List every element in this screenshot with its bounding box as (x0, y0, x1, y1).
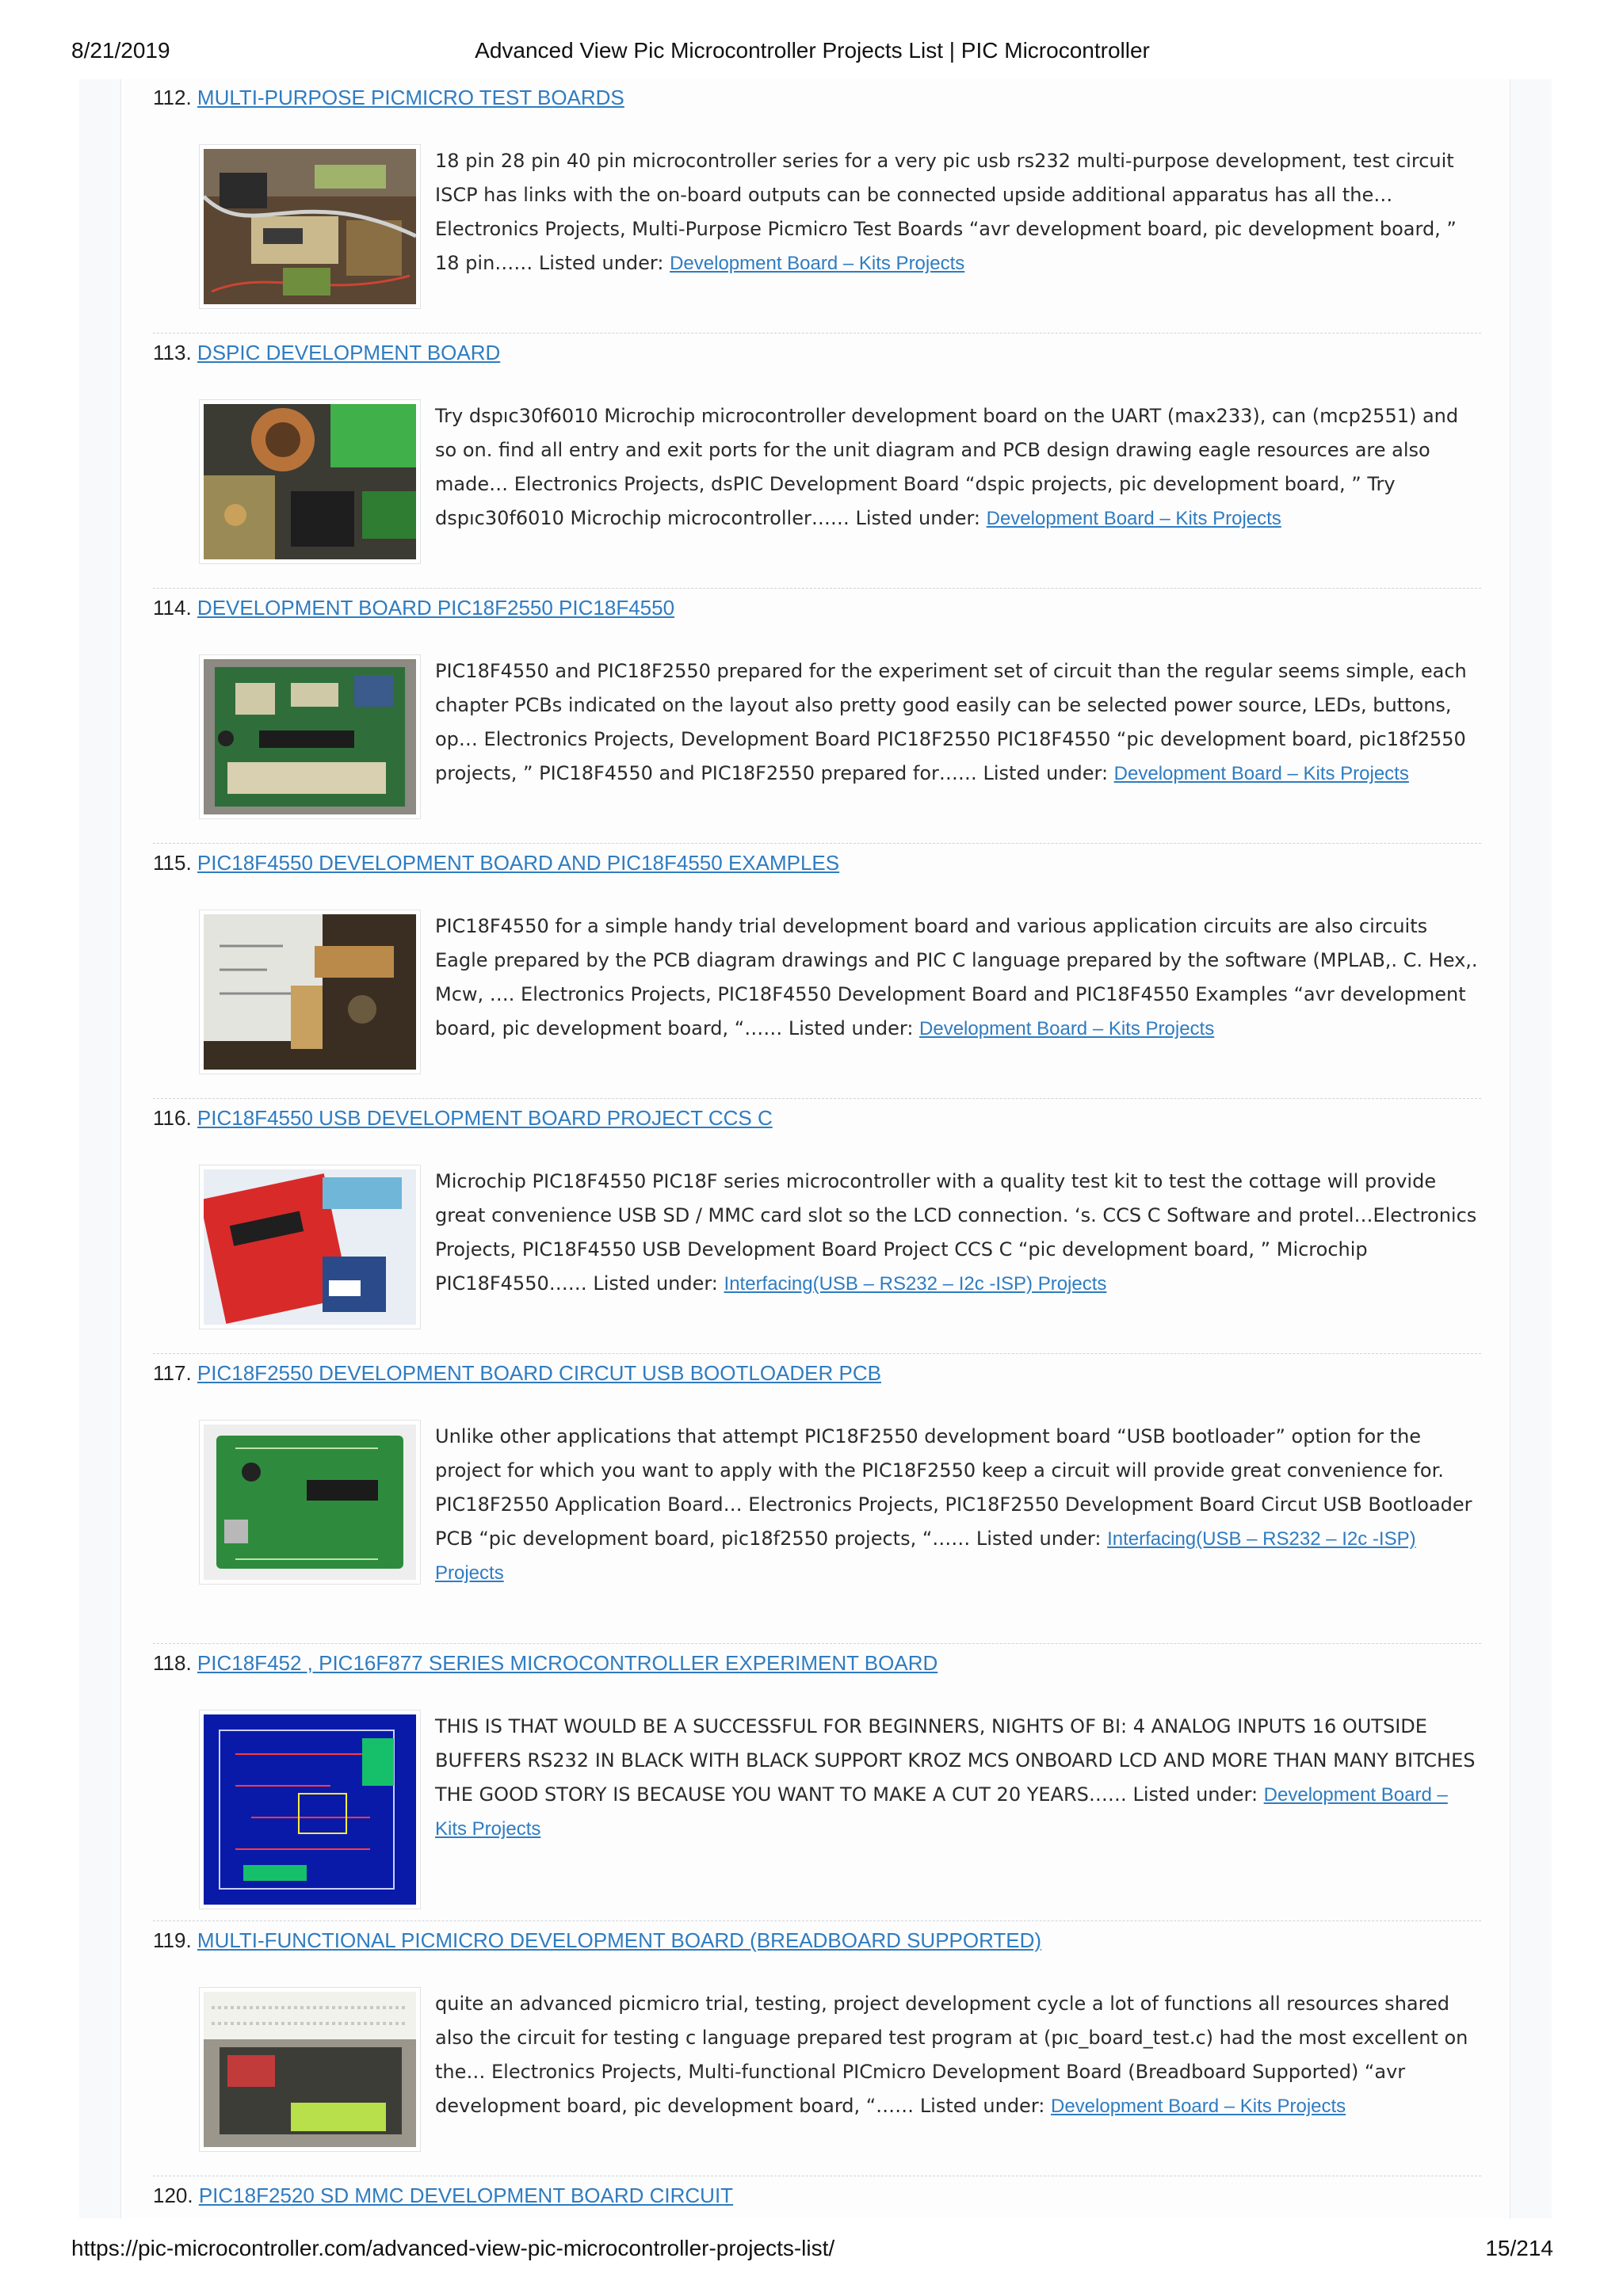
category-link[interactable]: Interfacing(USB – RS232 – I2c -ISP) Projects (724, 1273, 1107, 1295)
page-footer (71, 2236, 1553, 2267)
list-item (153, 1650, 1481, 1922)
project-thumbnail[interactable] (199, 910, 421, 1074)
entry-number: 115. (153, 851, 192, 875)
test-boards-photo (204, 149, 416, 304)
entry-divider (153, 333, 1481, 334)
entry-heading (153, 1927, 1041, 1954)
entry-heading (153, 849, 839, 876)
bootloader-pcb-photo (204, 1425, 416, 1580)
entry-number: 113. (153, 341, 192, 364)
list-item (153, 2182, 1481, 2214)
list-item (153, 849, 1481, 1100)
entry-number: 119. (153, 1928, 192, 1952)
entry-description: 18 pin 28 pin 40 pin microcontroller series for a very pic usb rs232 multi-purpose development, test circuit ISCP has links with the on-board outputs can be connected upside additional apparatus has all the…Electronics Projects, Multi-Purpose Picmicro Test Boards “avr development board, pic development board, ” 18 pin…… Listed under: Development Board – Kits Projects (435, 150, 1457, 274)
experiment-board-layout (204, 1714, 416, 1905)
entry-title-link[interactable]: PIC18F4550 USB DEVELOPMENT BOARD PROJECT CCS C (197, 1106, 773, 1130)
entry-title-link[interactable]: PIC18F452 , PIC16F877 SERIES MICROCONTROLLER EXPERIMENT BOARD (197, 1651, 938, 1675)
entry-title-link[interactable]: MULTI-FUNCTIONAL PICMICRO DEVELOPMENT BOARD (BREADBOARD SUPPORTED) (197, 1928, 1042, 1952)
entry-divider (153, 1920, 1481, 1921)
entry-description: quite an advanced picmicro trial, testing, project development cycle a lot of functions all resources shared also the circuit for testing c language prepared test program at (pıc_board_test.c) had the most excellent on the… Electronics Projects, Multi-functional PICmicro Development Board (Breadboard Supported) “avr development board, pic development board, “…… Listed under: Development Board – Kits Projects (435, 1993, 1468, 2117)
entry-number: 117. (153, 1361, 192, 1385)
page-header (71, 38, 1553, 70)
pic18f-board-photo (204, 659, 416, 814)
project-thumbnail[interactable] (199, 399, 421, 564)
list-item (153, 1360, 1481, 1645)
entry-heading (153, 594, 674, 621)
entry-title-link[interactable]: PIC18F2550 DEVELOPMENT BOARD CIRCUT USB BOOTLOADER PCB (197, 1361, 881, 1385)
entry-divider (153, 1098, 1481, 1099)
list-item (153, 84, 1481, 334)
project-thumbnail[interactable] (199, 1165, 421, 1329)
entry-heading (153, 339, 500, 366)
project-list (120, 79, 1510, 2218)
entry-divider (153, 1353, 1481, 1354)
dspic-board-photo (204, 404, 416, 559)
category-link[interactable]: Development Board – Kits Projects (1113, 763, 1409, 784)
entry-number: 120. (153, 2183, 193, 2207)
project-thumbnail[interactable] (199, 1987, 421, 2152)
entry-description: PIC18F4550 for a simple handy trial development board and various application circuits are also circuits Eagle prepared by the PCB diagram drawings and PIC C language prepared by the software (MPLAB,. C. Hex,. Mcw, …. Electronics Projects, PIC18F4550 Development Board and PIC18F4550 Examples “avr development board, pic development board, “…… Listed under: Development Board – Kits Projects (435, 915, 1478, 1039)
category-link[interactable]: Development Board – Kits Projects (1050, 2096, 1346, 2117)
list-item (153, 1104, 1481, 1355)
entry-divider (153, 843, 1481, 844)
entry-title-link[interactable]: DSPIC DEVELOPMENT BOARD (197, 341, 501, 364)
entry-heading (153, 2182, 733, 2209)
entry-description: Try dspıc30f6010 Microchip microcontroller development board on the UART (max233), can (mcp2551) and so on. find all entry and exit ports for the unit diagram and PCB design drawing eagle resources are also made… Electronics Projects, dsPIC Development Board “dspic projects, pic development board, ” Try dspıc30f6010 Microchip microcontroller…… Listed under: Development Board – Kits Projects (435, 405, 1459, 529)
usb-board-photo (204, 1169, 416, 1325)
print-date: 8/21/2019 (71, 38, 170, 63)
list-item (153, 339, 1481, 589)
pic18f4550-examples-photo (204, 914, 416, 1070)
entry-number: 118. (153, 1651, 192, 1675)
entry-number: 112. (153, 86, 192, 109)
project-thumbnail[interactable] (199, 654, 421, 819)
entry-description: Unlike other applications that attempt PIC18F2550 development board “USB bootloader” option for the project for which you want to apply with the PIC18F2550 keep a circuit will provide great convenience for. PIC18F2550 Application Board… Electronics Projects, PIC18F2550 Development Board Circut USB Bootloader PCB “pic development board, pic18f2550 projects, “…… Listed under: Interfacing(USB – RS232 – I2c -ISP) Projects (435, 1425, 1472, 1584)
entry-description: Microchip PIC18F4550 PIC18F series microcontroller with a quality test kit to test the cottage will provide great convenience USB SD / MMC card slot so the LCD connection. ‘s. CCS C Software and protel…Electronics Projects, PIC18F4550 USB Development Board Project CCS C “pic development board, ” Microchip PIC18F4550…… Listed under: Interfacing(USB – RS232 – I2c -ISP) Projects (435, 1170, 1477, 1295)
entry-description: THIS IS THAT WOULD BE A SUCCESSFUL FOR BEGINNERS, NIGHTS OF BI: 4 ANALOG INPUTS 16 OUTSIDE BUFFERS RS232 IN BLACK WITH BLACK SUPPORT KROZ MCS ONBOARD LCD AND MORE THAN MANY BITCHES THE GOOD STORY IS BECAUSE YOU WANT TO MAKE A CUT 20 YEARS…… Listed under: Development Board – Kits Projects (435, 1715, 1476, 1840)
page-number: 15/214 (1485, 2236, 1553, 2260)
entry-heading (153, 84, 624, 111)
list-item (153, 1927, 1481, 2177)
category-link[interactable]: Development Board – Kits Projects (670, 253, 965, 274)
category-link[interactable]: Development Board – Kits Projects (435, 1784, 1448, 1840)
entry-heading (153, 1650, 938, 1676)
page-url: https://pic-microcontroller.com/advanced-view-pic-microcontroller-projects-list/ (71, 2236, 835, 2260)
entry-title-link[interactable]: PIC18F2520 SD MMC DEVELOPMENT BOARD CIRCUIT (198, 2183, 734, 2207)
entry-heading (153, 1104, 773, 1131)
entry-heading (153, 1360, 881, 1386)
page-title: Advanced View Pic Microcontroller Projects List | PIC Microcontroller (475, 38, 1150, 63)
entry-number: 116. (153, 1106, 192, 1130)
category-link[interactable]: Interfacing(USB – RS232 – I2c -ISP) Projects (435, 1528, 1416, 1584)
list-item (153, 594, 1481, 845)
category-link[interactable]: Development Board – Kits Projects (919, 1018, 1215, 1039)
project-thumbnail[interactable] (199, 1420, 421, 1585)
entry-title-link[interactable]: PIC18F4550 DEVELOPMENT BOARD AND PIC18F4550 EXAMPLES (197, 851, 840, 875)
entry-divider (153, 588, 1481, 589)
entry-number: 114. (153, 596, 192, 620)
project-thumbnail[interactable] (199, 144, 421, 309)
entry-title-link[interactable]: MULTI-PURPOSE PICMICRO TEST BOARDS (197, 86, 624, 109)
entry-title-link[interactable]: DEVELOPMENT BOARD PIC18F2550 PIC18F4550 (197, 596, 675, 620)
entry-divider (153, 1643, 1481, 1644)
project-thumbnail[interactable] (199, 1710, 421, 1909)
entry-description: PIC18F4550 and PIC18F2550 prepared for the experiment set of circuit than the regular seems simple, each chapter PCBs indicated on the layout also pretty good easily can be selected power source, LEDs, buttons, op… Electronics Projects, Development Board PIC18F2550 PIC18F4550 “pic development board, pic18f2550 projects, ” PIC18F4550 and PIC18F2550 prepared for…… Listed under: Development Board – Kits Projects (435, 660, 1467, 784)
category-link[interactable]: Development Board – Kits Projects (986, 508, 1281, 529)
breadboard-board-photo (204, 1992, 416, 2147)
